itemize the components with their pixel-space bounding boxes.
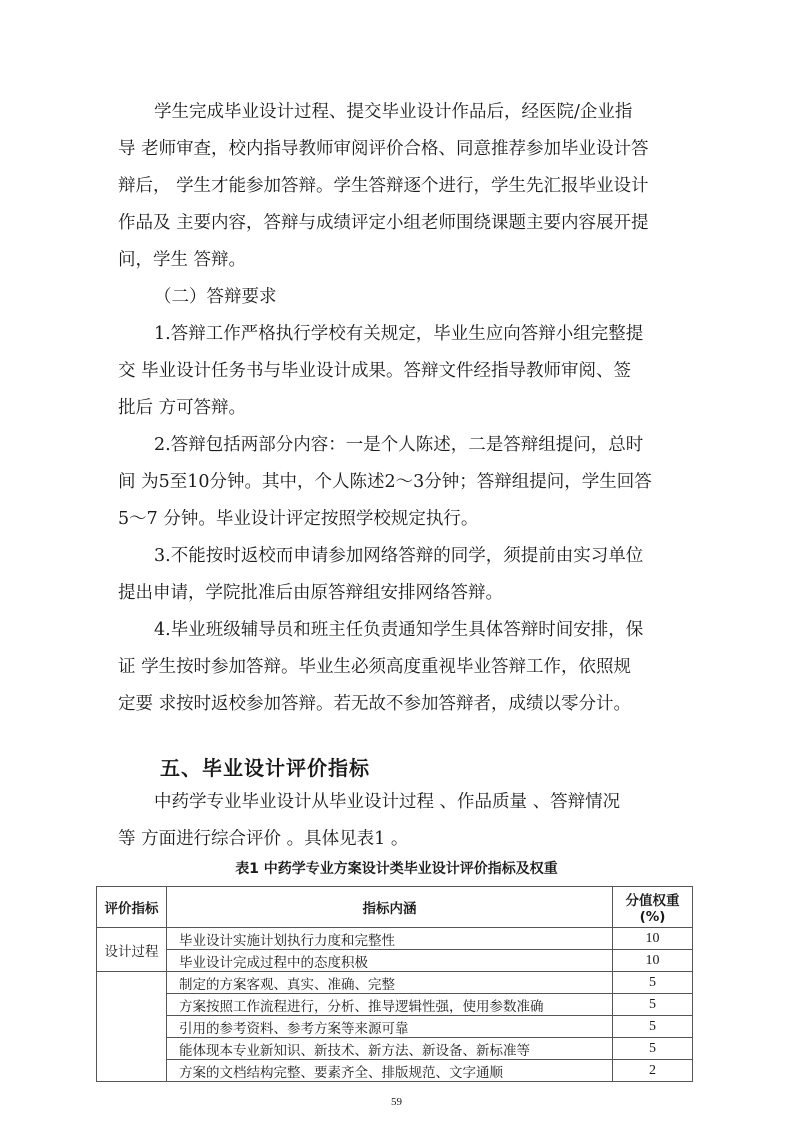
text-line: 中药学专业毕业设计从毕业设计过程 、作品质量 、答辩情况 xyxy=(154,792,621,812)
page-number: 59 xyxy=(391,1096,402,1108)
content-cell: 毕业设计实施计划执行力度和完整性 xyxy=(167,928,613,950)
text-line: 间 为5至10分钟。其中，个人陈述2～3分钟；答辩组提问，学生回答 xyxy=(118,472,652,492)
weight-cell: 5 xyxy=(613,1016,693,1038)
text-line: 4.毕业班级辅导员和班主任负责通知学生具体答辩时间安排，保 xyxy=(154,620,644,640)
header-weight xyxy=(613,887,693,928)
content-cell: 方案的文档结构完整、要素齐全、排版规范、文字通顺 xyxy=(167,1060,613,1082)
requirement-4 xyxy=(118,612,678,723)
table-row xyxy=(97,1038,693,1060)
text-line: 作品及 主要内容，答辩与成绩评定小组老师围绕课题主要内容展开提 xyxy=(118,213,649,233)
text-line: 批后 方可答辩。 xyxy=(118,398,247,418)
table-row xyxy=(97,1016,693,1038)
table-row xyxy=(97,928,693,950)
header-evaluation-index: 评价指标 xyxy=(97,887,167,928)
text-line: 等 方面进行综合评价 。具体见表1 。 xyxy=(118,829,409,849)
weight-cell: 10 xyxy=(613,928,693,950)
sub-heading xyxy=(118,279,678,316)
table-row xyxy=(97,950,693,972)
header-weight-label: 分值权重 xyxy=(625,893,680,909)
text-line: 交 毕业设计任务书与毕业设计成果。答辩文件经指导教师审阅、签 xyxy=(118,361,632,381)
requirement-2 xyxy=(118,427,678,538)
table-row xyxy=(97,972,693,994)
text-line: 证 学生按时参加答辩。毕业生必须高度重视毕业答辩工作，依照规 xyxy=(118,657,632,677)
weight-cell: 5 xyxy=(613,994,693,1016)
weight-cell: 10 xyxy=(613,950,693,972)
section-heading: 五、毕业设计评价指标 xyxy=(160,756,370,780)
content-cell: 引用的参考资料、参考方案等来源可靠 xyxy=(167,1016,613,1038)
content-cell: 能体现本专业新知识、新技术、新方法、新设备、新标准等 xyxy=(167,1038,613,1060)
text-line: 提出申请，学院批准后由原答辩组安排网络答辩。 xyxy=(118,583,503,603)
text-line: 1.答辩工作严格执行学校有关规定，毕业生应向答辩小组完整提 xyxy=(154,324,644,344)
text-line: 5～7 分钟。毕业设计评定按照学校规定执行。 xyxy=(118,509,479,529)
sub-heading-text: （二）答辩要求 xyxy=(154,287,277,307)
header-index-content: 指标内涵 xyxy=(167,887,613,928)
text-line: 3.不能按时返校而申请参加网络答辩的同学，须提前由实习单位 xyxy=(154,546,644,566)
text-line: 定要 求按时返校参加答辩。若无故不参加答辩者，成绩以零分计。 xyxy=(118,694,632,714)
evaluation-table xyxy=(96,886,693,1082)
requirement-3 xyxy=(118,538,678,612)
section-body xyxy=(118,784,678,858)
content-cell: 方案按照工作流程进行，分析、推导逻辑性强，使用参数准确 xyxy=(167,994,613,1016)
header-weight-unit: (%) xyxy=(639,909,666,925)
requirement-1 xyxy=(118,316,678,427)
category-cell: 设计过程 xyxy=(97,928,167,972)
text-line: 辩后， 学生才能参加答辩。学生答辩逐个进行，学生先汇报毕业设计 xyxy=(118,176,649,196)
table-row xyxy=(97,1060,693,1082)
content-cell: 毕业设计完成过程中的态度积极 xyxy=(167,950,613,972)
table-row xyxy=(97,994,693,1016)
text-line: 2.答辩包括两部分内容：一是个人陈述，二是答辩组提问，总时 xyxy=(154,435,644,455)
intro-paragraph xyxy=(118,94,678,279)
category-cell xyxy=(97,972,167,1082)
weight-cell: 5 xyxy=(613,972,693,994)
weight-cell: 5 xyxy=(613,1038,693,1060)
weight-cell: 2 xyxy=(613,1060,693,1082)
table-caption: 表1 中药学专业方案设计类毕业设计评价指标及权重 xyxy=(235,861,558,877)
table-header-row xyxy=(97,887,693,928)
text-line: 导 老师审查，校内指导教师审阅评价合格、同意推荐参加毕业设计答 xyxy=(118,139,649,159)
content-cell: 制定的方案客观、真实、准确、完整 xyxy=(167,972,613,994)
text-line: 学生完成毕业设计过程、提交毕业设计作品后，经医院/企业指 xyxy=(154,102,633,122)
text-line: 问，学生 答辩。 xyxy=(118,250,247,270)
